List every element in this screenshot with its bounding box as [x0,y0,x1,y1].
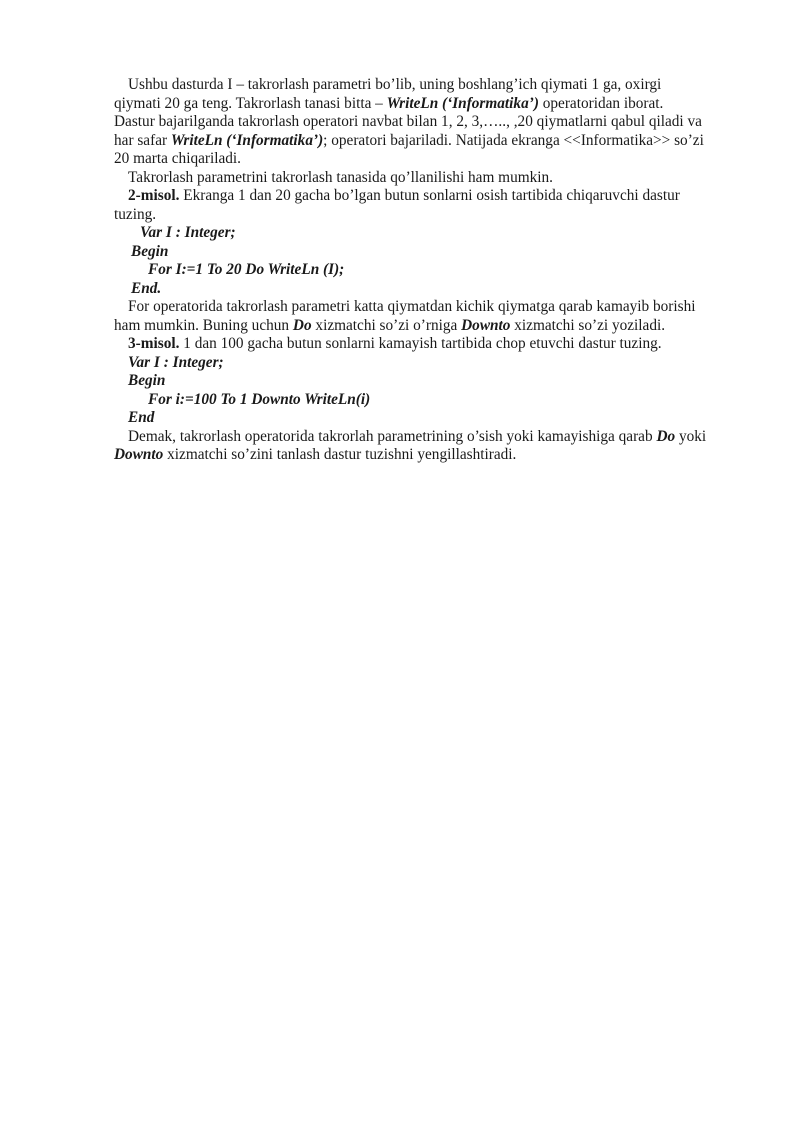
code-line: End [128,409,155,426]
text-line: For operatorida takrorlash parametri katta qiymatdan kichik qiymatga qarab kamayib borishi [128,298,696,315]
code-line: For I:=1 To 20 Do WriteLn (I); [148,261,345,278]
text-line: qiymati 20 ga teng. Takrorlash tanasi bitta – WriteLn (‘Informatika’) operatoridan iborat. [114,95,664,112]
text-line: ham mumkin. Buning uchun Do xizmatchi so’zi o’rniga Downto xizmatchi so’zi yoziladi. [114,317,666,334]
text-line: Dastur bajarilganda takrorlash operatori navbat bilan 1, 2, 3,….., ,20 qiymatlarni qabul qiladi va [114,113,702,130]
code-line: Var I : Integer; [128,354,224,371]
example-heading-line: 2-misol. Ekranga 1 dan 20 gacha bo’lgan butun sonlarni osish tartibida chiqaruvchi dastur [128,187,680,204]
example-heading-line: 3-misol. 1 dan 100 gacha butun sonlarni kamayish tartibida chop etuvchi dastur tuzing. [128,335,662,352]
text-line: Downto xizmatchi so’zini tanlash dastur tuzishni yengillashtiradi. [114,446,517,463]
text-line: Demak, takrorlash operatorida takrorlah parametrining o’sish yoki kamayishiga qarab Do yoki [128,428,707,445]
text-line: tuzing. [114,206,157,223]
code-line: Var I : Integer; [140,224,236,241]
code-line: For i:=100 To 1 Downto WriteLn(i) [148,391,371,408]
text-line: 20 marta chiqariladi. [114,150,241,167]
text-line: Ushbu dasturda I – takrorlash parametri bo’lib, uning boshlang’ich qiymati 1 ga, oxirgi [128,76,662,93]
code-line: End. [131,280,162,297]
code-line: Begin [128,372,166,389]
code-line: Begin [131,243,169,260]
text-line: Takrorlash parametrini takrorlash tanasida qo’llanilishi ham mumkin. [128,169,554,186]
text-line: har safar WriteLn (‘Informatika’); operatori bajariladi. Natijada ekranga <<Informatika>> so’zi [114,132,704,149]
